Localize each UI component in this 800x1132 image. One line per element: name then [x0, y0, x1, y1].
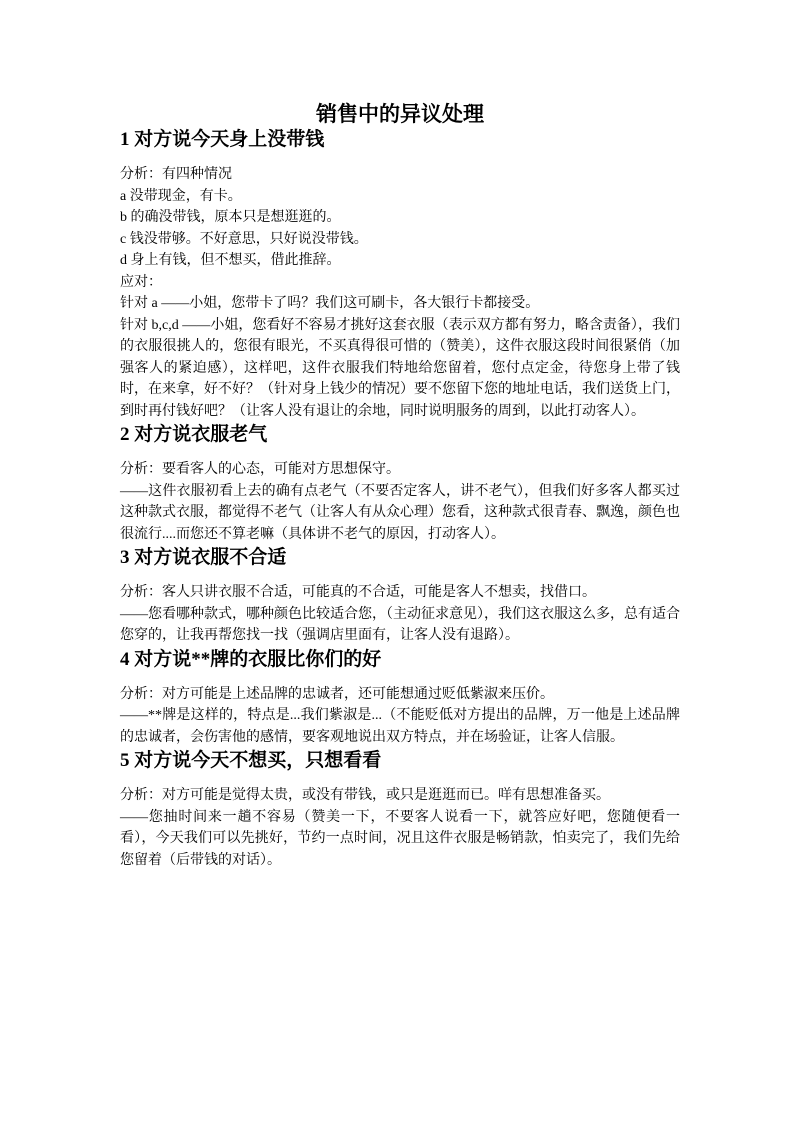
- response-paragraph: ——**牌是这样的，特点是...我们紫淑是...（不能贬低对方提出的品牌，万一他是上述品牌的忠诚者，会伤害他的感情，要客观地说出双方特点，并在场验证，让客人信服。: [120, 708, 680, 745]
- analysis-intro-line: 分析：有四种情况: [120, 167, 232, 182]
- response-bcd-paragraph: 针对 b,c,d ——小姐，您看好不容易才挑好这套衣服（表示双方都有努力，略含责备），我们的衣服很挑人的，您很有眼光，不买真得很可惜的（赞美），这件衣服这段时间很紧俏（加强客人的紧迫感），这样吧，这件衣服我们特地给您留着，您付点定金，待您身上带了钱时，在来拿，好不好？（针对身上钱少的情况）要不您留下您的地址电话，我们送货上门，到时再付钱好吧？（让客人没有退让的余地，同时说明服务的周到，以此打动客人）。: [120, 317, 680, 419]
- response-paragraph: ——您看哪种款式，哪种颜色比较适合您，（主动征求意见），我们这衣服这么多，总有适合您穿的，让我再帮您找一找（强调店里面有，让客人没有退路）。: [120, 606, 680, 643]
- case-c-line: c 钱没带够。不好意思，只好说没带钱。: [120, 231, 368, 247]
- analysis-paragraph: 分析：对方可能是上述品牌的忠诚者，还可能想通过贬低紫淑来压价。: [120, 686, 554, 702]
- analysis-paragraph: 分析：对方可能是觉得太贵，或没有带钱，或只是逛逛而已。咩有思想准备买。: [120, 788, 610, 803]
- section-1: [120, 127, 680, 422]
- section-4-heading: 4 对方说**牌的衣服比你们的好: [120, 648, 382, 670]
- document-title: 销售中的异议处理: [316, 102, 484, 126]
- response-paragraph: ——您抽时间来一趟不容易（赞美一下，不要客人说看一下，就答应好吧，您随便看一看），今天我们可以先挑好，节约一点时间，况且这件衣服是畅销款，怕卖完了，我们先给您留着（后带钱的对话）。: [120, 809, 680, 868]
- response-label: 应对：: [120, 274, 162, 290]
- case-b-line: b 的确没带钱，原本只是想逛逛的。: [120, 210, 341, 225]
- response-a-paragraph: 针对 a ——小姐，您带卡了吗？我们这可刷卡，各大银行卡都接受。: [120, 296, 540, 311]
- section-2: [120, 422, 680, 545]
- section-5: [120, 748, 680, 871]
- section-2-heading: 2 对方说衣服老气: [120, 424, 268, 445]
- section-4: [120, 647, 680, 749]
- response-paragraph: ——这件衣服初看上去的确有点老气（不要否定客人，讲不老气），但我们好多客人都买过这种款式衣服，都觉得不老气（让客人有从众心理）您看，这种款式很青春、飘逸，颜色也很流行....而您还不算老嘛（具体讲不老气的原因，打动客人）。: [120, 483, 680, 542]
- analysis-paragraph: 分析：客人只讲衣服不合适，可能真的不合适，可能是客人不想卖，找借口。: [120, 585, 596, 600]
- analysis-paragraph: 分析：要看客人的心态，可能对方思想保守。: [120, 462, 400, 477]
- section-3-heading: 3 对方说衣服不合适: [120, 547, 287, 568]
- section-3: [120, 545, 680, 647]
- case-a-line: a 没带现金，有卡。: [120, 188, 242, 204]
- section-1-heading: 1 对方说今天身上没带钱: [120, 129, 325, 150]
- case-d-line: d 身上有钱，但不想买，借此推辞。: [120, 253, 341, 268]
- section-5-heading: 5 对方说今天不想买，只想看看: [120, 750, 382, 771]
